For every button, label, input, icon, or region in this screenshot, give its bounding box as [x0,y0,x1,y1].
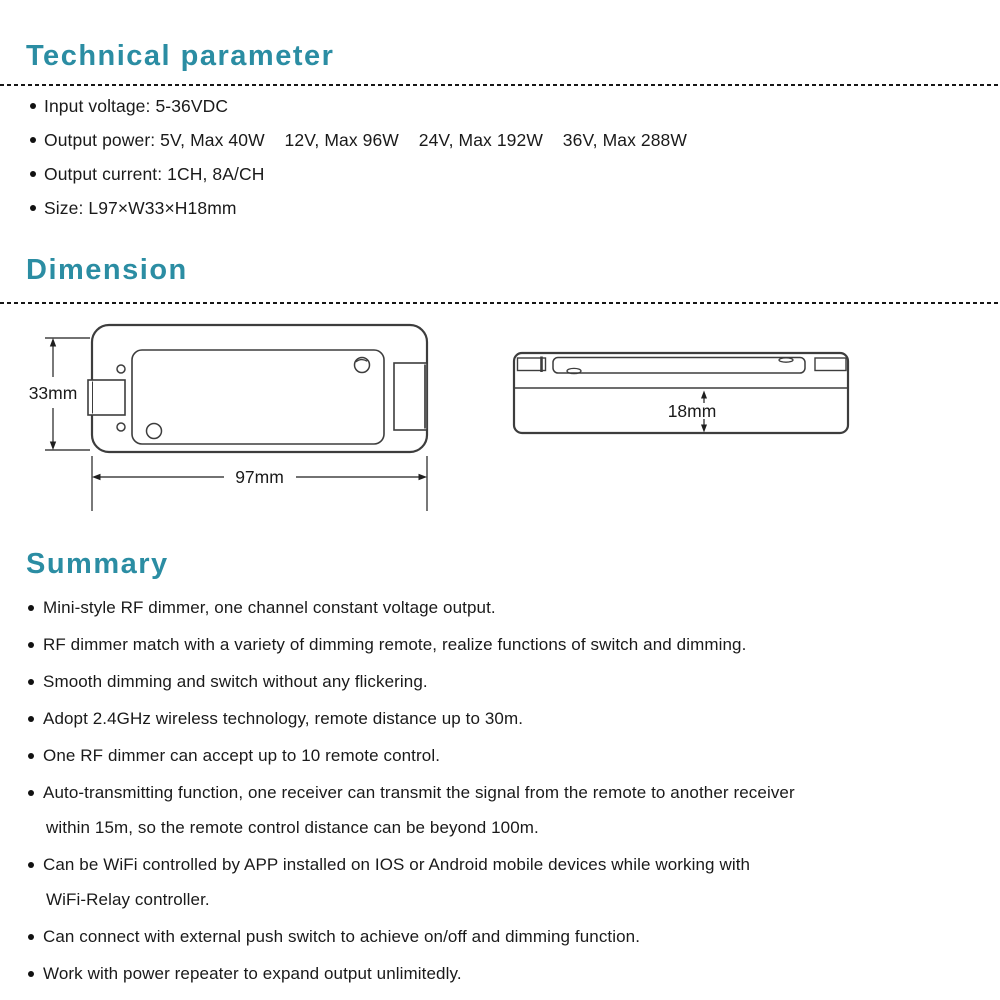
summary-item-text-continued: WiFi-Relay controller. [46,890,210,909]
summary-item [28,701,1000,736]
section-title-dimension: Dimension [26,254,188,286]
summary-item [28,919,1000,954]
summary-item-text: Auto-transmitting function, one receiver can transmit the signal from the remote to another receiver [43,783,795,802]
side-view-right-clip [815,358,846,371]
summary-list [28,590,1000,991]
side-view-drawing [514,353,848,433]
section-title-summary: Summary [26,548,169,580]
summary-item-text: Work with power repeater to expand output unlimitedly. [43,964,462,983]
side-view-top-panel [553,358,805,374]
summary-item-text: Adopt 2.4GHz wireless technology, remote distance up to 30m. [43,709,524,728]
summary-item-text: Can be WiFi controlled by APP installed on IOS or Android mobile devices while working with [43,855,751,874]
summary-item-text: One RF dimmer can accept up to 10 remote control. [43,746,441,765]
dim-33mm-arrow-up [50,338,56,347]
top-view-drawing [88,325,427,452]
divider-dashed-top [0,84,1000,86]
tech-item-output-current: Output current: 1CH, 8A/CH [30,157,1000,191]
top-view-left-connector [88,380,125,415]
summary-item [28,664,1000,699]
technical-parameter-list [30,89,1000,225]
summary-item-text: Smooth dimming and switch without any flickering. [43,672,428,691]
tech-item-output-power: Output power: 5V, Max 40W 12V, Max 96W 24V, Max 192W 36V, Max 288W [30,123,1000,157]
dim-97mm-label: 97mm [235,467,284,487]
summary-item [28,956,1000,991]
top-view-right-connector [394,363,427,430]
top-view-label-panel [132,350,384,444]
section-title-technical-parameter: Technical parameter [26,40,335,72]
dim-33mm-label: 33mm [28,383,78,403]
dim-33mm-arrow-down [50,442,56,451]
dim-97mm-arrow-right [419,474,428,480]
summary-item-text: Mini-style RF dimmer, one channel constant voltage output. [43,598,496,617]
divider-dashed-dimension [0,302,1000,304]
summary-item [28,590,1000,625]
summary-item [28,847,1000,917]
summary-item [28,738,1000,773]
summary-item-text-continued: within 15m, so the remote control distance can be beyond 100m. [46,818,539,837]
summary-item-text: RF dimmer match with a variety of dimming remote, realize functions of switch and dimming. [43,635,747,654]
summary-item [28,627,1000,662]
summary-item-text: Can connect with external push switch to achieve on/off and dimming function. [43,927,641,946]
dimension-drawing [0,315,1000,520]
tech-item-size: Size: L97×W33×H18mm [30,191,1000,225]
summary-item [28,775,1000,845]
dim-18mm-label: 18mm [667,401,717,421]
tech-item-input-voltage: Input voltage: 5-36VDC [30,89,1000,123]
dim-97mm-arrow-left [92,474,101,480]
